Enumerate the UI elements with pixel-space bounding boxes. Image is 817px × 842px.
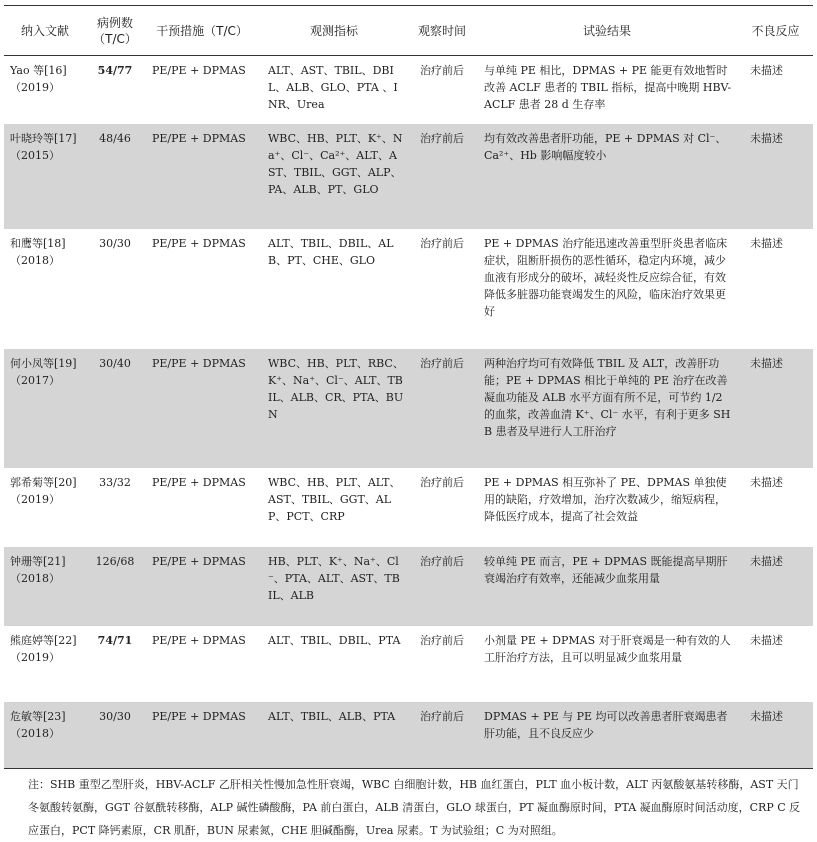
cell-result: 均有效改善患者肝功能，PE + DPMAS 对 Cl⁻、Ca²⁺、Hb 影响幅度较小 bbox=[476, 124, 738, 229]
header-intervention: 干预措施（T/C） bbox=[144, 6, 260, 56]
cell-cases: 48/46 bbox=[86, 124, 144, 229]
cell-adverse: 未描述 bbox=[750, 475, 783, 489]
table-row bbox=[4, 626, 813, 702]
cell-adverse: 未描述 bbox=[738, 124, 813, 229]
table-header-row bbox=[4, 6, 813, 56]
cell-cases: 30/30 bbox=[86, 702, 144, 769]
cell-literature: Yao 等[16] （2019） bbox=[10, 64, 67, 94]
cell-intervention: PE/PE + DPMAS bbox=[152, 633, 246, 647]
cell-intervention: PE/PE + DPMAS bbox=[144, 547, 260, 626]
cell-cases: 126/68 bbox=[86, 547, 144, 626]
cell-time: 治疗前后 bbox=[420, 236, 464, 250]
cell-intervention: PE/PE + DPMAS bbox=[152, 64, 246, 77]
cell-time: 治疗前后 bbox=[420, 633, 464, 647]
cell-adverse: 未描述 bbox=[738, 349, 813, 468]
cell-time: 治疗前后 bbox=[408, 547, 476, 626]
cell-time: 治疗前后 bbox=[408, 349, 476, 468]
cell-literature: 熊庭婷等[22] （2019） bbox=[10, 633, 77, 664]
cell-indicators: ALT、TBIL、ALB、PTA bbox=[260, 702, 408, 769]
table-footnote: 注：SHB 重型乙型肝炎，HBV-ACLF 乙肝相关性慢加急性肝衰竭，WBC 白细胞计数，HB 血红蛋白，PLT 血小板计数，ALT 丙氨酸氨基转移酶，AST 天门冬氨酸转氨酶，GGT 谷氨酰转移酶，ALP 碱性磷酸酶，PA 前白蛋白，ALB 清蛋白，GLO 球蛋白，PT 凝血酶原时间，PTA 凝血酶原时间活动度，CRP C 反应蛋白，PCT 降钙素原，CR 肌酐，BUN 尿素氮，CHE 胆碱酯酶，Urea 尿素。T 为试验组；C 为对照组。 bbox=[28, 778, 801, 837]
cell-time: 治疗前后 bbox=[420, 64, 464, 77]
cell-time: 治疗前后 bbox=[408, 124, 476, 229]
table-row bbox=[4, 229, 813, 349]
table-row bbox=[4, 468, 813, 547]
cell-intervention: PE/PE + DPMAS bbox=[152, 236, 246, 250]
cell-adverse: 未描述 bbox=[750, 64, 783, 77]
header-cases: 病例数 （T/C） bbox=[86, 6, 144, 56]
study-table bbox=[4, 5, 813, 769]
cell-literature: 叶晓玲等[17] （2015） bbox=[4, 124, 86, 229]
cell-indicators: WBC、HB、PLT、RBC、K⁺、Na⁺、Cl⁻、ALT、TBIL、ALB、CR、PTA、BUN bbox=[260, 349, 408, 468]
table-row bbox=[4, 56, 813, 124]
cell-adverse: 未描述 bbox=[750, 633, 783, 647]
cell-result: PE + DPMAS 相互弥补了 PE、DPMAS 单独使用的缺陷，疗效增加，治疗次数减少，缩短病程，降低医疗成本，提高了社会效益 bbox=[484, 475, 727, 523]
cell-result: 较单纯 PE 而言，PE + DPMAS 既能提高早期肝衰竭治疗有效率，还能减少血浆用量 bbox=[476, 547, 738, 626]
cell-adverse: 未描述 bbox=[738, 702, 813, 769]
cell-indicators: ALT、AST、TBIL、DBIL、ALB、GLO、PTA 、INR、Urea bbox=[268, 64, 398, 111]
header-literature: 纳入文献 bbox=[4, 6, 86, 56]
cell-time: 治疗前后 bbox=[420, 475, 464, 489]
cell-intervention: PE/PE + DPMAS bbox=[152, 475, 246, 489]
cell-literature: 和鹰等[18] （2018） bbox=[10, 236, 66, 267]
cell-literature: 危敏等[23] （2018） bbox=[4, 702, 86, 769]
table-row bbox=[4, 547, 813, 626]
header-time: 观察时间 bbox=[408, 6, 476, 56]
cell-indicators: ALT、TBIL、DBIL、PTA bbox=[268, 633, 401, 647]
cell-time: 治疗前后 bbox=[408, 702, 476, 769]
cell-result: 与单纯 PE 相比，DPMAS + PE 能更有效地暂时改善 ACLF 患者的 TBIL 指标，提高中晚期 HBV-ACLF 患者 28 d 生存率 bbox=[484, 64, 732, 111]
cell-cases: 54/77 bbox=[97, 64, 133, 77]
table-row bbox=[4, 124, 813, 229]
cell-indicators: WBC、HB、PLT、ALT、AST、TBIL、GGT、ALP、PCT、CRP bbox=[268, 475, 401, 523]
cell-cases: 30/30 bbox=[99, 236, 131, 250]
cell-intervention: PE/PE + DPMAS bbox=[144, 349, 260, 468]
cell-indicators: HB、PLT、K⁺、Na⁺、Cl⁻、PTA、ALT、AST、TBIL、ALB bbox=[260, 547, 408, 626]
cell-result: DPMAS + PE 与 PE 均可以改善患者肝衰竭患者肝功能，且不良反应少 bbox=[476, 702, 738, 769]
cell-result: 两种治疗均可有效降低 TBIL 及 ALT，改善肝功能；PE + DPMAS 相比于单纯的 PE 治疗在改善凝血功能及 ALB 水平方面有所不足，可节约 1/2 的血浆，改善血清 K⁺、Cl⁻ 水平，有利于更多 SHB 患者及早进行人工肝治疗 bbox=[476, 349, 738, 468]
cell-intervention: PE/PE + DPMAS bbox=[144, 702, 260, 769]
cell-indicators: ALT、TBIL、DBIL、ALB、PT、CHE、GLO bbox=[268, 236, 394, 267]
cell-result: 小剂量 PE + DPMAS 对于肝衰竭是一种有效的人工肝治疗方法，且可以明显减少血浆用量 bbox=[484, 633, 731, 664]
cell-adverse: 未描述 bbox=[750, 236, 783, 250]
header-result: 试验结果 bbox=[476, 6, 738, 56]
cell-literature: 钟珊等[21] （2018） bbox=[4, 547, 86, 626]
cell-result: PE + DPMAS 治疗能迅速改善重型肝炎患者临床症状，阻断肝损伤的恶性循环，稳定内环境，减少血液有形成分的破坏，减轻炎性反应综合征，有效降低多脏器功能衰竭发生的风险，临床治疗效果更好 bbox=[484, 236, 728, 318]
cell-indicators: WBC、HB、PLT、K⁺、Na⁺、Cl⁻、Ca²⁺、ALT、AST、TBIL、GGT、ALP、PA、ALB、PT、GLO bbox=[260, 124, 408, 229]
cell-intervention: PE/PE + DPMAS bbox=[144, 124, 260, 229]
table-row bbox=[4, 702, 813, 769]
header-adverse: 不良反应 bbox=[738, 6, 813, 56]
header-indicators: 观测指标 bbox=[260, 6, 408, 56]
cell-cases: 33/32 bbox=[99, 475, 131, 489]
cell-literature: 何小凤等[19] （2017） bbox=[4, 349, 86, 468]
cell-cases: 74/71 bbox=[97, 633, 133, 647]
cell-adverse: 未描述 bbox=[738, 547, 813, 626]
cell-literature: 郭希菊等[20] （2019） bbox=[10, 475, 77, 506]
table-row bbox=[4, 349, 813, 468]
cell-cases: 30/40 bbox=[86, 349, 144, 468]
